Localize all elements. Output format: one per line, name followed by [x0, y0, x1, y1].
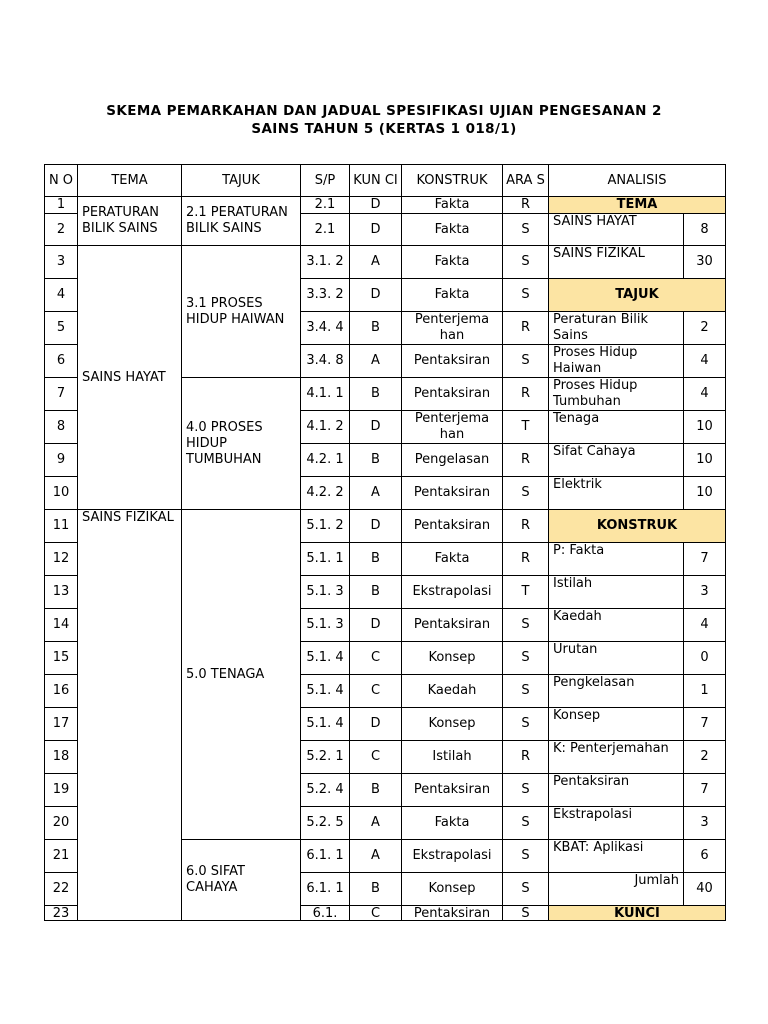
aras-cell: S: [503, 246, 549, 279]
konstruk-cell: Pentaksiran: [402, 510, 503, 543]
sp-cell: 3.4. 4: [301, 312, 350, 345]
kunci-cell: A: [350, 807, 402, 840]
analisis-label: P: Fakta: [549, 543, 684, 576]
aras-cell: T: [503, 411, 549, 444]
sp-cell: 5.1. 2: [301, 510, 350, 543]
aras-cell: S: [503, 906, 549, 921]
konstruk-cell: Ekstrapolasi: [402, 576, 503, 609]
row-number: 8: [45, 411, 78, 444]
kunci-cell: A: [350, 477, 402, 510]
row-number: 18: [45, 741, 78, 774]
kunci-cell: D: [350, 279, 402, 312]
analisis-value: 4: [684, 345, 726, 378]
kunci-cell: B: [350, 444, 402, 477]
tajuk-cell: 2.1 PERATURAN BILIK SAINS: [182, 197, 301, 246]
analisis-label: Proses Hidup Haiwan: [549, 345, 684, 378]
aras-cell: R: [503, 312, 549, 345]
analisis-label: Elektrik: [549, 477, 684, 510]
row-number: 12: [45, 543, 78, 576]
konstruk-cell: Pentaksiran: [402, 345, 503, 378]
analisis-heading: KONSTRUK: [549, 510, 726, 543]
analisis-label: Tenaga: [549, 411, 684, 444]
analisis-value: 7: [684, 774, 726, 807]
kunci-cell: B: [350, 873, 402, 906]
analisis-value: 3: [684, 807, 726, 840]
konstruk-cell: Pentaksiran: [402, 906, 503, 921]
sp-cell: 2.1: [301, 214, 350, 246]
aras-cell: R: [503, 543, 549, 576]
analisis-value: 7: [684, 543, 726, 576]
analisis-label: Pentaksiran: [549, 774, 684, 807]
konstruk-cell: Penterjema han: [402, 411, 503, 444]
kunci-cell: C: [350, 675, 402, 708]
row-number: 13: [45, 576, 78, 609]
analisis-value: 4: [684, 378, 726, 411]
kunci-cell: B: [350, 312, 402, 345]
header-aras: ARA S: [503, 165, 549, 197]
analisis-heading: KUNCI: [549, 906, 726, 921]
header-sp: S/P: [301, 165, 350, 197]
kunci-cell: C: [350, 741, 402, 774]
kunci-cell: D: [350, 214, 402, 246]
analisis-label: Sifat Cahaya: [549, 444, 684, 477]
konstruk-cell: Fakta: [402, 246, 503, 279]
analisis-value: 0: [684, 642, 726, 675]
analisis-value: 2: [684, 312, 726, 345]
sp-cell: 6.1. 1: [301, 873, 350, 906]
aras-cell: S: [503, 279, 549, 312]
konstruk-cell: Pentaksiran: [402, 378, 503, 411]
analisis-label: Kaedah: [549, 609, 684, 642]
konstruk-cell: Fakta: [402, 214, 503, 246]
header-analisis: ANALISIS: [549, 165, 726, 197]
konstruk-cell: Fakta: [402, 807, 503, 840]
kunci-cell: D: [350, 510, 402, 543]
sp-cell: 5.2. 5: [301, 807, 350, 840]
analisis-value: 30: [684, 246, 726, 279]
row-number: 19: [45, 774, 78, 807]
sp-cell: 4.2. 1: [301, 444, 350, 477]
document-title-line-1: SKEMA PEMARKAHAN DAN JADUAL SPESIFIKASI UJIAN PENGESANAN 2: [106, 103, 662, 119]
table-row: [45, 510, 726, 543]
konstruk-cell: Istilah: [402, 741, 503, 774]
sp-cell: 5.1. 4: [301, 642, 350, 675]
analisis-label: SAINS HAYAT: [549, 214, 684, 246]
kunci-cell: C: [350, 642, 402, 675]
header-no: N O: [45, 165, 78, 197]
kunci-cell: B: [350, 576, 402, 609]
kunci-cell: A: [350, 246, 402, 279]
sp-cell: 6.1.: [301, 906, 350, 921]
tajuk-cell: 5.0 TENAGA: [182, 510, 301, 840]
analisis-label: Proses Hidup Tumbuhan: [549, 378, 684, 411]
kunci-cell: D: [350, 411, 402, 444]
sp-cell: 3.1. 2: [301, 246, 350, 279]
header-tema: TEMA: [78, 165, 182, 197]
row-number: 23: [45, 906, 78, 921]
konstruk-cell: Fakta: [402, 279, 503, 312]
analisis-value: 4: [684, 609, 726, 642]
kunci-cell: D: [350, 609, 402, 642]
tajuk-cell: 6.0 SIFAT CAHAYA: [182, 840, 301, 921]
analisis-label: Pengkelasan: [549, 675, 684, 708]
header-kunci: KUN CI: [350, 165, 402, 197]
konstruk-cell: Pengelasan: [402, 444, 503, 477]
kunci-cell: D: [350, 197, 402, 214]
analisis-label: Konsep: [549, 708, 684, 741]
kunci-cell: D: [350, 708, 402, 741]
konstruk-cell: Pentaksiran: [402, 609, 503, 642]
sp-cell: 4.1. 1: [301, 378, 350, 411]
analisis-value: 1: [684, 675, 726, 708]
sp-cell: 2.1: [301, 197, 350, 214]
analisis-value: 10: [684, 411, 726, 444]
analisis-heading: TAJUK: [549, 279, 726, 312]
konstruk-cell: Fakta: [402, 197, 503, 214]
kunci-cell: B: [350, 774, 402, 807]
analisis-value: 10: [684, 477, 726, 510]
tajuk-cell: 3.1 PROSES HIDUP HAIWAN: [182, 246, 301, 378]
analisis-label: Jumlah: [549, 873, 684, 906]
analisis-label: Peraturan Bilik Sains: [549, 312, 684, 345]
analisis-value: 8: [684, 214, 726, 246]
row-number: 6: [45, 345, 78, 378]
aras-cell: R: [503, 378, 549, 411]
aras-cell: S: [503, 807, 549, 840]
row-number: 1: [45, 197, 78, 214]
row-number: 22: [45, 873, 78, 906]
konstruk-cell: Konsep: [402, 708, 503, 741]
aras-cell: S: [503, 477, 549, 510]
analisis-value: 3: [684, 576, 726, 609]
analisis-label: Urutan: [549, 642, 684, 675]
analisis-heading: TEMA: [549, 197, 726, 214]
konstruk-cell: Konsep: [402, 642, 503, 675]
sp-cell: 3.4. 8: [301, 345, 350, 378]
aras-cell: S: [503, 708, 549, 741]
aras-cell: R: [503, 510, 549, 543]
sp-cell: 4.1. 2: [301, 411, 350, 444]
analisis-label: Ekstrapolasi: [549, 807, 684, 840]
kunci-cell: A: [350, 345, 402, 378]
konstruk-cell: Fakta: [402, 543, 503, 576]
aras-cell: S: [503, 774, 549, 807]
analisis-value: 6: [684, 840, 726, 873]
kunci-cell: B: [350, 543, 402, 576]
aras-cell: R: [503, 197, 549, 214]
konstruk-cell: Penterjema han: [402, 312, 503, 345]
row-number: 2: [45, 214, 78, 246]
kunci-cell: B: [350, 378, 402, 411]
kunci-cell: C: [350, 906, 402, 921]
konstruk-cell: Pentaksiran: [402, 477, 503, 510]
tema-cell: SAINS HAYAT: [78, 246, 182, 510]
analisis-value: 7: [684, 708, 726, 741]
tajuk-cell: 4.0 PROSES HIDUP TUMBUHAN: [182, 378, 301, 510]
aras-cell: T: [503, 576, 549, 609]
sp-cell: 6.1. 1: [301, 840, 350, 873]
kunci-cell: A: [350, 840, 402, 873]
tema-cell: PERATURAN BILIK SAINS: [78, 197, 182, 246]
table-row: [45, 197, 726, 214]
row-number: 4: [45, 279, 78, 312]
analisis-value: 10: [684, 444, 726, 477]
row-number: 5: [45, 312, 78, 345]
aras-cell: S: [503, 345, 549, 378]
aras-cell: S: [503, 214, 549, 246]
row-number: 20: [45, 807, 78, 840]
row-number: 15: [45, 642, 78, 675]
analisis-value: 2: [684, 741, 726, 774]
sp-cell: 5.2. 4: [301, 774, 350, 807]
row-number: 14: [45, 609, 78, 642]
row-number: 7: [45, 378, 78, 411]
aras-cell: S: [503, 873, 549, 906]
row-number: 16: [45, 675, 78, 708]
analisis-label: Istilah: [549, 576, 684, 609]
header-tajuk: TAJUK: [182, 165, 301, 197]
row-number: 11: [45, 510, 78, 543]
sp-cell: 5.1. 4: [301, 708, 350, 741]
konstruk-cell: Pentaksiran: [402, 774, 503, 807]
sp-cell: 3.3. 2: [301, 279, 350, 312]
sp-cell: 5.1. 3: [301, 576, 350, 609]
aras-cell: S: [503, 642, 549, 675]
analisis-label: K: Penterjemahan: [549, 741, 684, 774]
konstruk-cell: Konsep: [402, 873, 503, 906]
sp-cell: 5.2. 1: [301, 741, 350, 774]
table-row: [45, 246, 726, 279]
aras-cell: S: [503, 609, 549, 642]
table-header-row: [45, 165, 726, 197]
row-number: 21: [45, 840, 78, 873]
aras-cell: R: [503, 444, 549, 477]
analisis-value: 40: [684, 873, 726, 906]
aras-cell: S: [503, 675, 549, 708]
konstruk-cell: Kaedah: [402, 675, 503, 708]
sp-cell: 5.1. 1: [301, 543, 350, 576]
aras-cell: S: [503, 840, 549, 873]
row-number: 9: [45, 444, 78, 477]
row-number: 3: [45, 246, 78, 279]
aras-cell: R: [503, 741, 549, 774]
row-number: 10: [45, 477, 78, 510]
specification-table: [44, 164, 726, 921]
konstruk-cell: Ekstrapolasi: [402, 840, 503, 873]
analisis-label: SAINS FIZIKAL: [549, 246, 684, 279]
header-konstruk: KONSTRUK: [402, 165, 503, 197]
tema-cell: SAINS FIZIKAL: [78, 510, 182, 921]
sp-cell: 4.2. 2: [301, 477, 350, 510]
analisis-label: KBAT: Aplikasi: [549, 840, 684, 873]
row-number: 17: [45, 708, 78, 741]
sp-cell: 5.1. 3: [301, 609, 350, 642]
document-title-line-2: SAINS TAHUN 5 (KERTAS 1 018/1): [251, 121, 517, 137]
sp-cell: 5.1. 4: [301, 675, 350, 708]
